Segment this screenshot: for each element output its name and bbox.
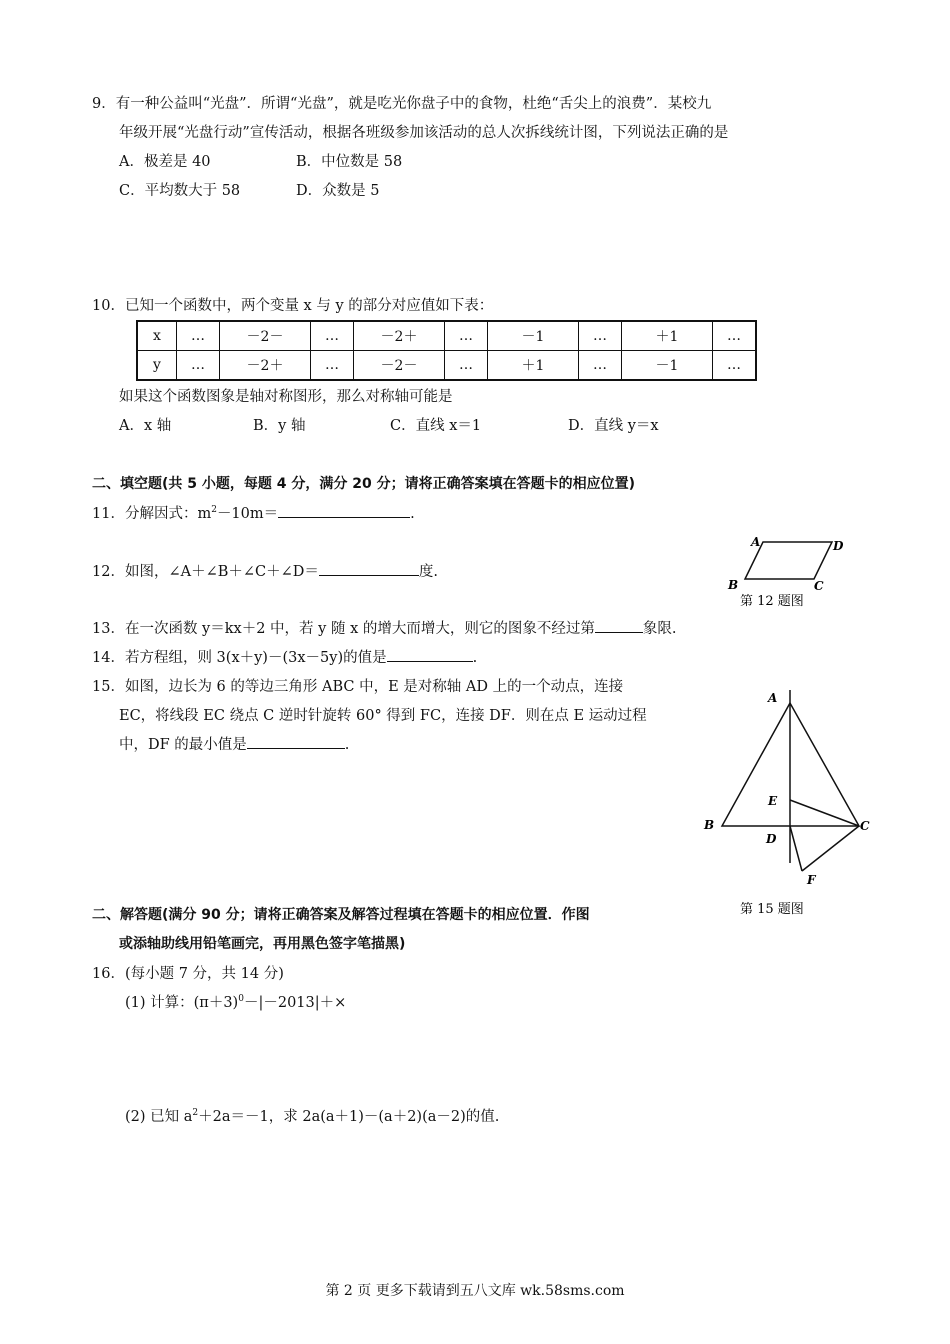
q9-option-d: D．众数是 5 — [296, 183, 380, 199]
section-fill-blank-heading: 二、填空题(共 5 小题，每题 4 分，满分 20 分；请将正确答案填在答题卡的相应位置) — [92, 476, 636, 492]
q12-answer-blank — [319, 561, 419, 576]
q12 — [92, 560, 438, 581]
figure-15-triangle — [700, 685, 890, 920]
q16-part2 — [125, 1105, 499, 1126]
q14-post: . — [472, 650, 478, 666]
q15-line2: EC，将线段 EC 绕点 C 逆时针旋转 60° 得到 FC，连接 DF．则在点 E 运动过程 — [119, 708, 647, 724]
q12-post: 度. — [418, 564, 439, 580]
table-cell: －2＋ — [220, 351, 311, 381]
q16-part2-pre: (2) 已知 a — [125, 1109, 193, 1125]
table-cell: －2－ — [220, 321, 311, 351]
label-b: B — [704, 818, 715, 832]
q9-line2: 年级开展“光盘行动”宣传活动，根据各班级参加该活动的总人次拆线统计图，下列说法正确的是 — [119, 125, 729, 141]
q14-answer-blank — [387, 647, 473, 662]
q12-pre: 12．如图，∠A＋∠B＋∠C＋∠D＝ — [92, 564, 319, 580]
q15-answer-blank — [247, 734, 345, 749]
q10-option-b: B．y 轴 — [253, 418, 306, 434]
segment-fc — [802, 826, 859, 871]
q10-question: 如果这个函数图象是轴对称图形，那么对称轴可能是 — [119, 389, 453, 405]
table-cell: －2＋ — [354, 321, 445, 351]
q11-mid: －10m＝ — [216, 506, 279, 522]
q9-line1: 9．有一种公益叫“光盘”．所谓“光盘”，就是吃光你盘子中的食物，杜绝“舌尖上的浪费”．某校九 — [92, 96, 712, 112]
label-f: F — [807, 873, 816, 887]
q11-answer-blank — [278, 503, 410, 518]
label-a: A — [751, 535, 761, 549]
q13-pre: 13．在一次函数 y＝kx＋2 中，若 y 随 x 的增大而增大，则它的图象不经过第 — [92, 621, 595, 637]
page-footer: 第 2 页 更多下载请到五八文库 wk.58sms.com — [325, 1283, 625, 1299]
label-c: C — [814, 579, 824, 593]
segment-ec — [790, 800, 859, 826]
q16-part1-pre: (1) 计算：(π＋3) — [125, 995, 239, 1011]
label-e: E — [768, 794, 778, 808]
q16-part1 — [125, 991, 346, 1012]
q9-option-a: A．极差是 40 — [119, 154, 211, 170]
table-row-x — [137, 321, 756, 351]
segment-df — [790, 826, 802, 871]
table-cell: x — [137, 321, 177, 351]
q15-line1: 15．如图，边长为 6 的等边三角形 ABC 中，E 是对称轴 AD 上的一个动点，连接 — [92, 679, 624, 695]
label-c: C — [860, 819, 870, 833]
q13-answer-blank — [595, 618, 643, 633]
table-cell: ＋1 — [488, 351, 579, 381]
q15-line3-post: . — [344, 737, 350, 753]
label-d: D — [833, 539, 844, 553]
q10-stem: 10．已知一个函数中，两个变量 x 与 y 的部分对应值如下表： — [92, 298, 494, 314]
table-cell: … — [445, 321, 488, 351]
table-cell: －2－ — [354, 351, 445, 381]
table-cell: … — [445, 351, 488, 381]
table-cell: －1 — [622, 351, 713, 381]
table-cell: … — [311, 321, 354, 351]
table-cell: －1 — [488, 321, 579, 351]
label-b: B — [728, 578, 739, 592]
figure-12-caption: 第 12 题图 — [740, 594, 804, 609]
q16-header: 16．(每小题 7 分，共 14 分) — [92, 966, 284, 982]
q10-option-a: A．x 轴 — [119, 418, 172, 434]
q11-post: . — [410, 506, 415, 522]
table-cell: … — [713, 351, 757, 381]
q14 — [92, 646, 477, 667]
figure-12-parallelogram — [720, 530, 850, 612]
section-answer-heading-line1: 二、解答题(满分 90 分；请将正确答案及解答过程填在答题卡的相应位置．作图 — [92, 907, 590, 923]
q15-line3 — [119, 733, 349, 754]
q16-part2-post: ＋2a＝－1，求 2a(a＋1)－(a＋2)(a－2)的值. — [198, 1109, 500, 1125]
table-cell: … — [177, 351, 220, 381]
q11 — [92, 502, 415, 523]
q10-option-c: C．直线 x＝1 — [390, 418, 482, 434]
q13-post: 象限. — [642, 621, 677, 637]
q16-part1-sup: 0 — [238, 994, 244, 1005]
q10-value-table — [136, 320, 757, 381]
label-d: D — [766, 832, 777, 846]
q9-option-b: B．中位数是 58 — [296, 154, 403, 170]
table-cell: … — [177, 321, 220, 351]
table-cell: … — [311, 351, 354, 381]
figure-15-caption: 第 15 题图 — [740, 902, 804, 917]
q16-part2-sup: 2 — [192, 1108, 199, 1119]
table-cell: y — [137, 351, 177, 381]
table-row-y — [137, 351, 756, 381]
q13 — [92, 617, 676, 638]
q11-sup: 2 — [211, 505, 217, 516]
table-cell: … — [713, 321, 757, 351]
label-a: A — [768, 691, 778, 705]
table-cell: … — [579, 321, 622, 351]
section-answer-heading-line2: 或添轴助线用铅笔画完，再用黑色签字笔描黑) — [119, 936, 406, 952]
q15-line3-pre: 中，DF 的最小值是 — [119, 737, 247, 753]
q11-pre: 11．分解因式：m — [92, 506, 212, 522]
q9-option-c: C．平均数大于 58 — [119, 183, 241, 199]
table-cell: ＋1 — [622, 321, 713, 351]
table-cell: … — [579, 351, 622, 381]
q10-option-d: D．直线 y＝x — [568, 418, 659, 434]
q16-part1-post: －|－2013|＋× — [243, 995, 347, 1011]
q14-pre: 14．若方程组，则 3(x＋y)－(3x－5y)的值是 — [92, 650, 387, 666]
